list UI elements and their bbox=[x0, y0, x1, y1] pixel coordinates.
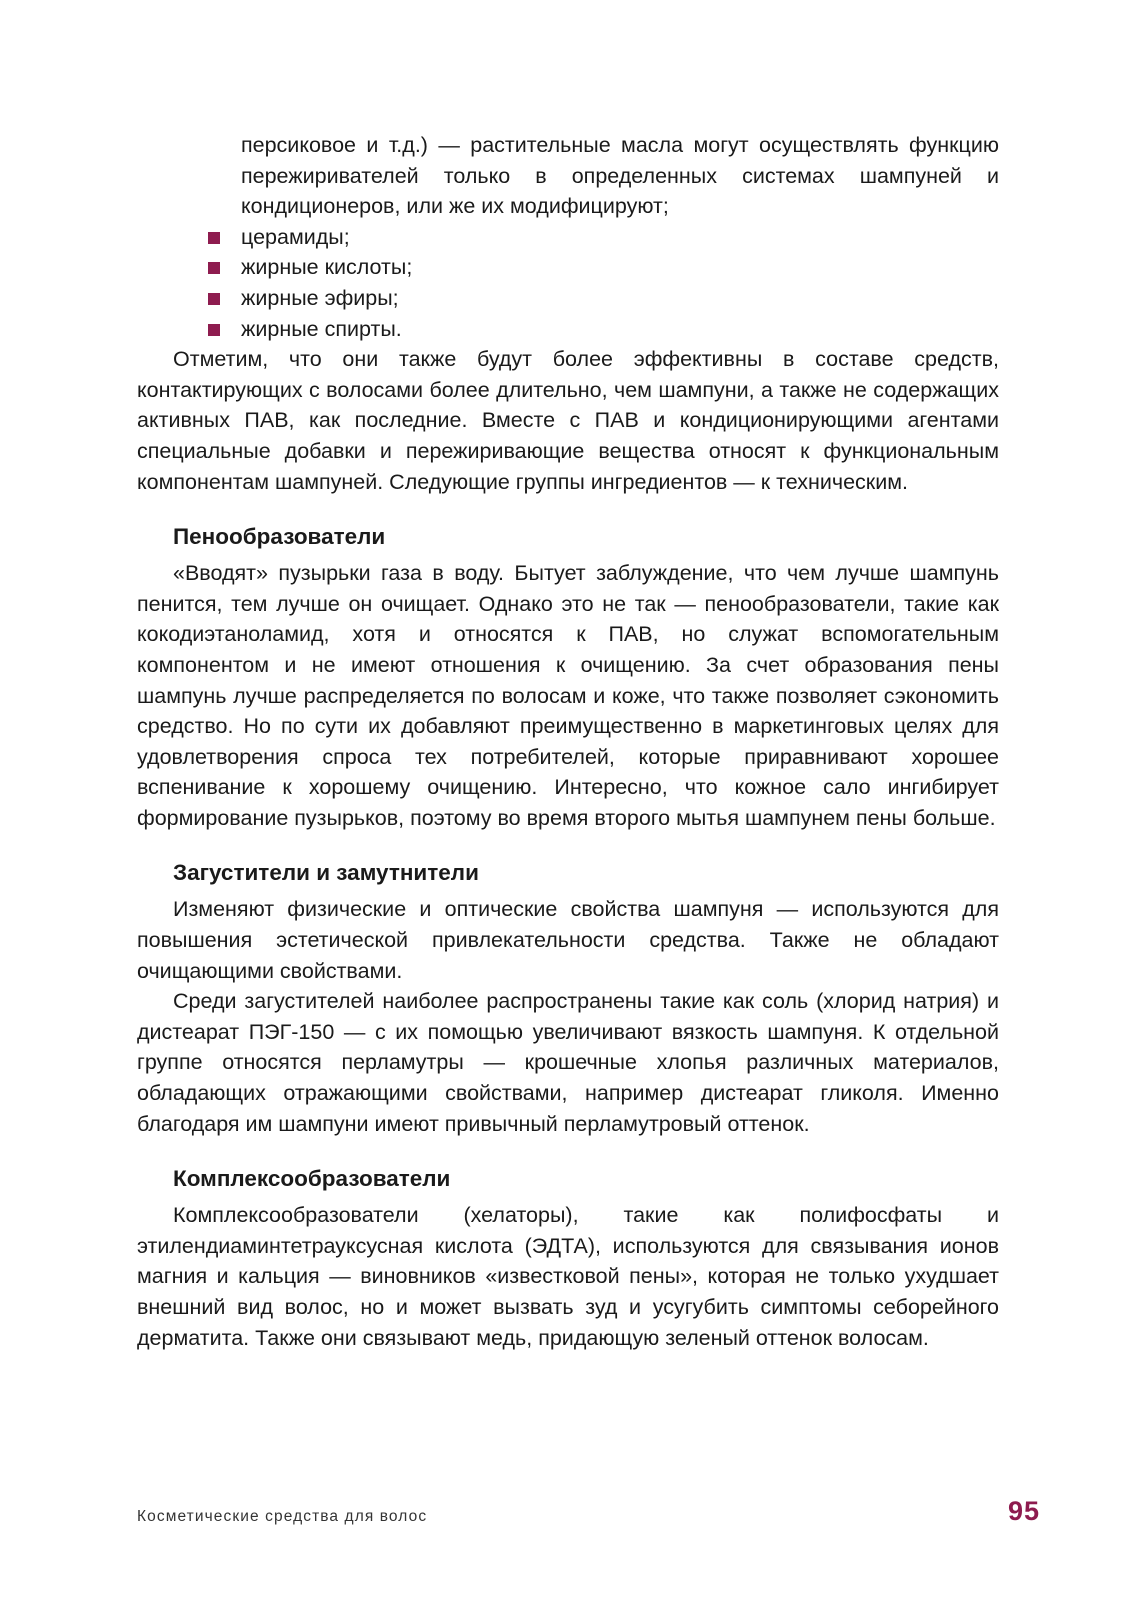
bullet-list bbox=[137, 222, 999, 344]
intro-paragraph: Отметим, что они также будут более эффективны в составе средств, контактирующих с волосами более длительно, чем шампуни, а также не содержащих активных ПАВ, как последние. Вместе с ПАВ и кондиционирующими агентами специальные добавки и пережиривающие вещества относят к функциональным компонентам шампуней. Следующие группы ингредиентов — к техническим. bbox=[137, 347, 999, 494]
section-paragraph: Изменяют физические и оптические свойства шампуня — используются для повышения эстетической привлекательности средства. Также не обладают очищающими свойствами. bbox=[137, 897, 999, 983]
square-bullet-icon bbox=[208, 262, 220, 274]
bullet-item bbox=[137, 222, 999, 253]
page-content bbox=[137, 130, 999, 1353]
running-footer-title: Косметические средства для волос bbox=[137, 1508, 428, 1525]
section-heading: Пенообразователи bbox=[173, 524, 386, 550]
bullet-text: жирные спирты. bbox=[241, 316, 402, 341]
bullet-item bbox=[137, 283, 999, 314]
section-heading: Комплексообразователи bbox=[173, 1166, 451, 1192]
section-spacer bbox=[137, 497, 999, 522]
section-paragraph: Комплексообразователи (хелаторы), такие как полифосфаты и этилендиаминтетрауксусная кислота (ЭДТА), используются для связывания ионов магния и кальция — виновников «известковой пены», которая не только ухудшает внешний вид волос, но и может вызвать зуд и усугубить симптомы себорейного дерматита. Также они связывают медь, придающую зеленый оттенок волосам. bbox=[137, 1203, 999, 1350]
bullet-text: жирные кислоты; bbox=[241, 255, 413, 280]
section-spacer bbox=[137, 833, 999, 858]
section-paragraph: Среди загустителей наиболее распространены такие как соль (хлорид натрия) и дистеарат ПЭГ-150 — с их помощью увеличивают вязкость шампуня. К отдельной группе относятся перламутры — крошечные хлопья различных материалов, обладающих отражающими свойствами, например дистеарат гликоля. Именно благодаря им шампуни имеют привычный перламутровый оттенок. bbox=[137, 989, 999, 1136]
section-spacer bbox=[137, 1139, 999, 1164]
square-bullet-icon bbox=[208, 293, 220, 305]
page-number: 95 bbox=[1007, 1496, 1040, 1526]
section-chelators bbox=[137, 1164, 999, 1353]
square-bullet-icon bbox=[208, 232, 220, 244]
continued-paragraph: персиковое и т.д.) — растительные масла могут осуществлять функцию пережиривателей только в определенных системах шампуней и кондиционеров, или же их модифицируют; bbox=[241, 133, 999, 219]
section-foaming-agents bbox=[137, 522, 999, 833]
square-bullet-icon bbox=[208, 324, 220, 336]
section-paragraph: «Вводят» пузырьки газа в воду. Бытует заблуждение, что чем лучше шампунь пенится, тем лучше он очищает. Однако это не так — пенообразователи, такие как кокодиэтаноламид, хотя и относятся к ПАВ, но служат вспомогательным компонентом и не имеют отношения к очищению. За счет образования пены шампунь лучше распределяется по волосам и коже, что также позволяет сэкономить средство. Но по сути их добавляют преимущественно в маркетинговых целях для удовлетворения спроса тех потребителей, которые приравнивают хорошее вспенивание к хорошему очищению. Интересно, что кожное сало ингибирует формирование пузырьков, поэтому во время второго мытья шампунем пены больше. bbox=[137, 561, 999, 830]
section-thickeners bbox=[137, 858, 999, 1139]
section-heading: Загустители и замутнители bbox=[173, 860, 479, 886]
bullet-item bbox=[137, 314, 999, 345]
bullet-text: жирные эфиры; bbox=[241, 285, 399, 310]
bullet-item bbox=[137, 252, 999, 283]
bullet-text: церамиды; bbox=[241, 224, 350, 249]
